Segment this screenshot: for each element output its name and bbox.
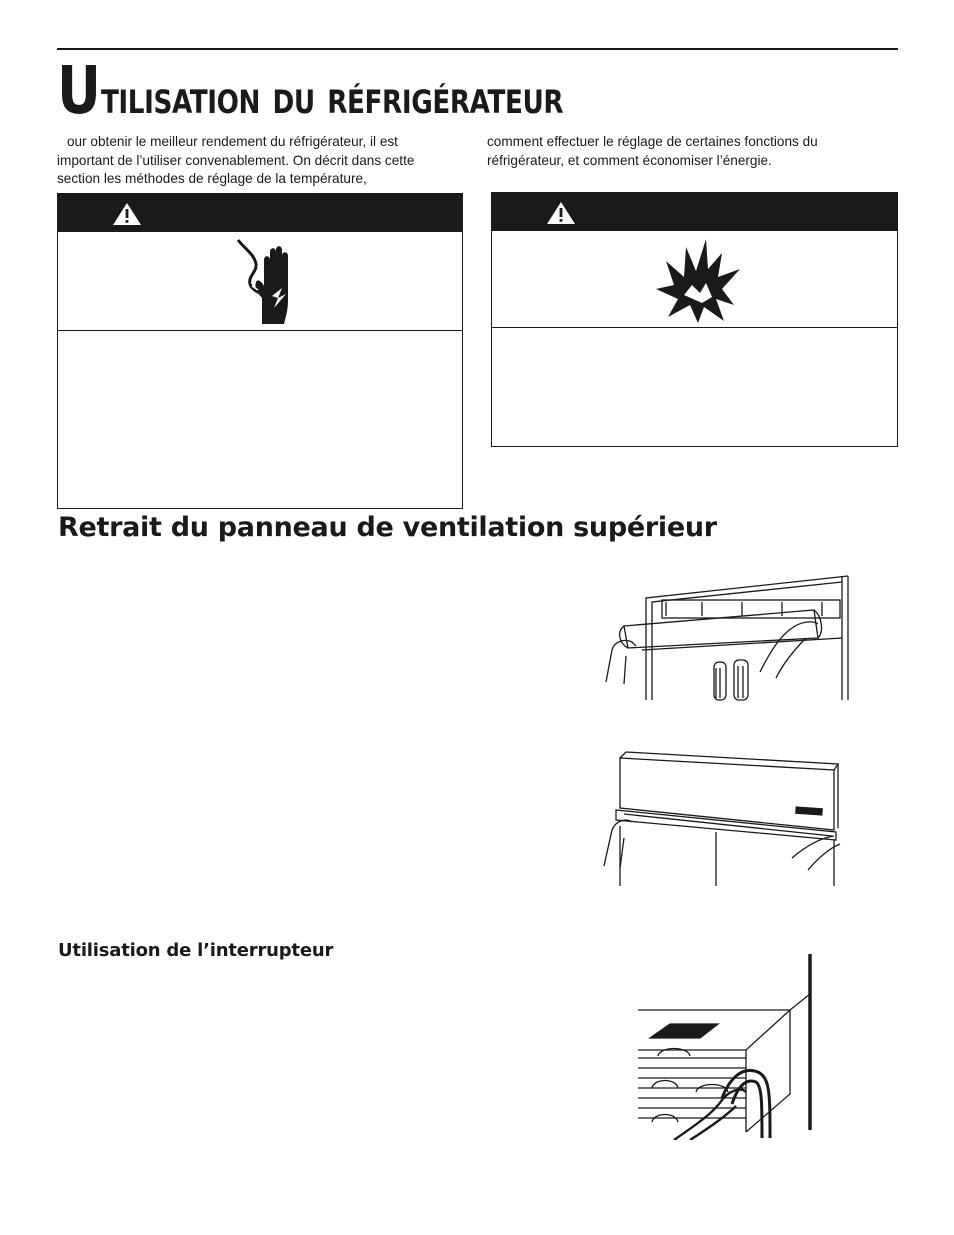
warning-header-bar <box>58 194 462 232</box>
intro-text-left: our obtenir le meilleur rendement du réfrigérateur, il est important de l’utiliser convenablement. On décrit dans cette section les méthodes de réglage de la température, <box>57 134 415 186</box>
section-heading-switch: Utilisation de l’interrupteur <box>58 940 334 961</box>
light-switch-illustration <box>630 954 820 1140</box>
intro-text-right: comment effectuer le réglage de certaines fonctions du réfrigérateur, et comment économiser l’énergie. <box>487 134 818 168</box>
warning-icon-zone <box>492 231 897 328</box>
title-rest: tilisation du réfrigérateur <box>100 71 564 124</box>
warning-icon-zone <box>58 232 462 331</box>
vent-panel-removal-illustration <box>602 572 854 702</box>
warning-box-explosion <box>491 192 898 447</box>
warning-triangle-icon <box>546 201 576 225</box>
title-initial: U <box>57 52 101 129</box>
vent-panel-lifted-illustration <box>602 748 846 890</box>
section-heading-vent-panel: Retrait du panneau de ventilation supérieur <box>58 512 717 543</box>
warning-header-bar <box>492 193 897 231</box>
warning-box-electric <box>57 193 463 509</box>
top-rule <box>57 48 898 50</box>
page-title <box>57 52 564 129</box>
warning-triangle-icon <box>112 202 142 226</box>
electric-shock-hand-icon <box>232 238 308 326</box>
explosion-icon <box>654 237 742 323</box>
